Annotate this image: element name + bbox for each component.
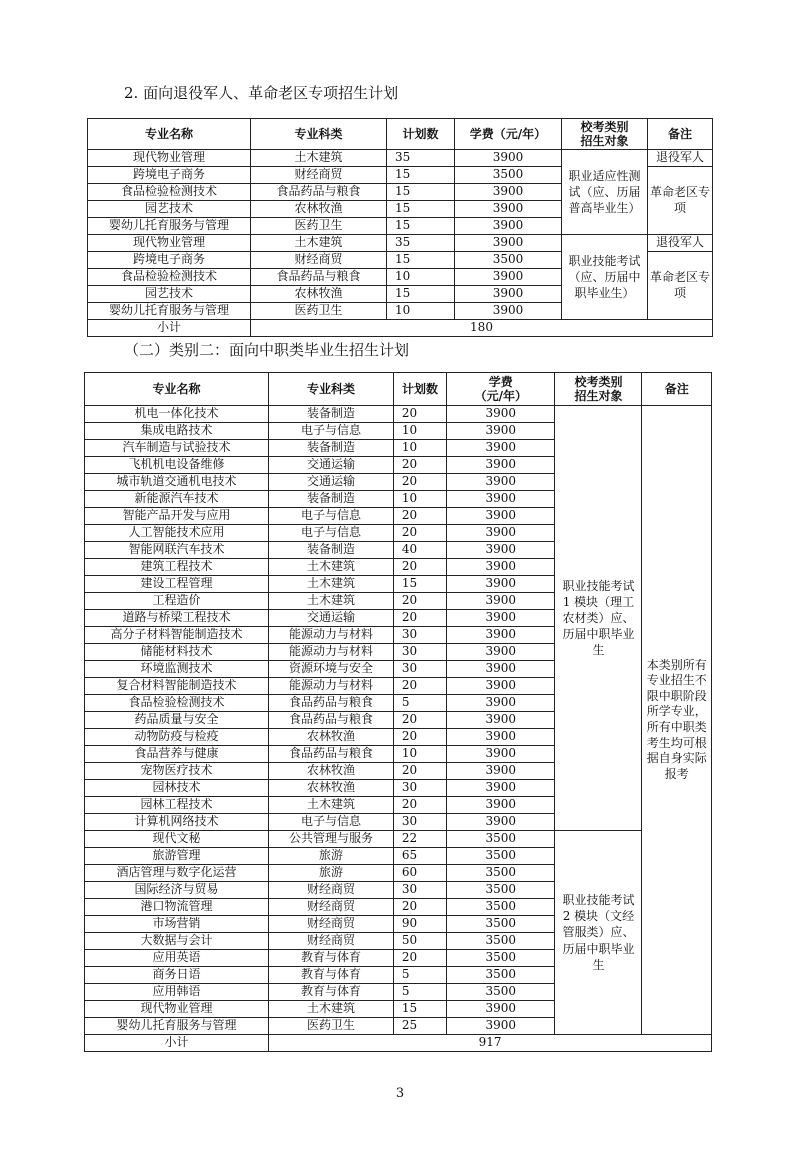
header-exam: 校考类别 招生对象 [555, 373, 642, 406]
tuition-cell: 3500 [447, 916, 555, 933]
table-row [85, 406, 712, 423]
major-category-cell: 食品药品与粮食 [269, 746, 394, 763]
major-name-cell: 智能产品开发与应用 [85, 508, 269, 525]
major-name-cell: 宠物医疗技术 [85, 763, 269, 780]
header-tuition: 学费 （元/年） [447, 373, 555, 406]
tuition-cell: 3900 [447, 542, 555, 559]
tuition-cell: 3500 [447, 933, 555, 950]
major-name-cell: 机电一体化技术 [85, 406, 269, 423]
tuition-cell: 3900 [447, 576, 555, 593]
plan-count-cell: 15 [387, 167, 455, 184]
tuition-cell: 3900 [447, 457, 555, 474]
tuition-cell: 3500 [447, 967, 555, 984]
veterans-plan-table [87, 118, 713, 337]
remark-cell: 退役军人 [648, 235, 713, 252]
tuition-cell: 3900 [447, 440, 555, 457]
major-category-cell: 交通运输 [269, 610, 394, 627]
header-category: 专业科类 [269, 373, 394, 406]
major-category-cell: 医药卫生 [251, 218, 387, 235]
major-name-cell: 计算机网络技术 [85, 814, 269, 831]
plan-count-cell: 60 [393, 865, 446, 882]
plan-count-cell: 15 [387, 218, 455, 235]
plan-count-cell: 35 [387, 150, 455, 167]
major-name-cell: 智能网联汽车技术 [85, 542, 269, 559]
major-name-cell: 建设工程管理 [85, 576, 269, 593]
major-category-cell: 电子与信息 [269, 814, 394, 831]
major-name-cell: 国际经济与贸易 [85, 882, 269, 899]
tuition-cell: 3500 [447, 865, 555, 882]
plan-count-cell: 20 [393, 950, 446, 967]
plan-count-cell: 15 [387, 252, 455, 269]
major-category-cell: 装备制造 [269, 440, 394, 457]
header-plan: 计划数 [387, 119, 455, 150]
major-category-cell: 装备制造 [269, 406, 394, 423]
tuition-cell: 3900 [447, 1018, 555, 1035]
major-name-cell: 汽车制造与试验技术 [85, 440, 269, 457]
remark-cell: 革命老区专项 [648, 252, 713, 320]
subtotal-row [85, 1035, 712, 1052]
plan-count-cell: 15 [387, 286, 455, 303]
plan-count-cell: 10 [393, 423, 446, 440]
tuition-cell: 3900 [455, 150, 562, 167]
plan-count-cell: 20 [393, 797, 446, 814]
major-category-cell: 财经商贸 [269, 899, 394, 916]
major-category-cell: 旅游 [269, 865, 394, 882]
major-category-cell: 资源环境与安全 [269, 661, 394, 678]
tuition-cell: 3900 [447, 525, 555, 542]
table-row [85, 831, 712, 848]
major-category-cell: 公共管理与服务 [269, 831, 394, 848]
major-name-cell: 园艺技术 [88, 286, 251, 303]
major-name-cell: 食品检验检测技术 [88, 184, 251, 201]
exam-type-cell: 职业技能考试（应、历届中职毕业生） [562, 235, 648, 320]
header-note: 备注 [642, 373, 712, 406]
table-row [88, 150, 713, 167]
plan-count-cell: 15 [387, 184, 455, 201]
major-category-cell: 土木建筑 [269, 797, 394, 814]
major-name-cell: 食品营养与健康 [85, 746, 269, 763]
major-name-cell: 婴幼儿托育服务与管理 [85, 1018, 269, 1035]
plan-count-cell: 20 [393, 508, 446, 525]
tuition-cell: 3900 [447, 712, 555, 729]
tuition-cell: 3900 [447, 508, 555, 525]
major-name-cell: 园林工程技术 [85, 797, 269, 814]
plan-count-cell: 10 [387, 303, 455, 320]
major-name-cell: 应用英语 [85, 950, 269, 967]
major-category-cell: 财经商贸 [251, 167, 387, 184]
major-name-cell: 旅游管理 [85, 848, 269, 865]
major-category-cell: 电子与信息 [269, 525, 394, 542]
tuition-cell: 3900 [447, 1001, 555, 1018]
major-category-cell: 电子与信息 [269, 423, 394, 440]
major-name-cell: 道路与桥梁工程技术 [85, 610, 269, 627]
exam-type-cell: 职业适应性测试（应、历届普高毕业生） [562, 150, 648, 235]
major-name-cell: 建筑工程技术 [85, 559, 269, 576]
major-name-cell: 婴幼儿托育服务与管理 [88, 218, 251, 235]
plan-count-cell: 30 [393, 627, 446, 644]
subtotal-value: 917 [269, 1035, 712, 1052]
tuition-cell: 3900 [447, 474, 555, 491]
section-heading-veterans: 2. 面向退役军人、革命老区专项招生计划 [124, 84, 399, 102]
header-plan: 计划数 [393, 373, 446, 406]
major-category-cell: 装备制造 [269, 542, 394, 559]
major-name-cell: 城市轨道交通机电技术 [85, 474, 269, 491]
tuition-cell: 3900 [455, 235, 562, 252]
major-category-cell: 财经商贸 [269, 933, 394, 950]
major-category-cell: 电子与信息 [269, 508, 394, 525]
major-category-cell: 食品药品与粮食 [269, 695, 394, 712]
tuition-cell: 3900 [447, 593, 555, 610]
major-category-cell: 农林牧渔 [269, 763, 394, 780]
major-name-cell: 酒店管理与数字化运营 [85, 865, 269, 882]
plan-count-cell: 20 [393, 712, 446, 729]
tuition-cell: 3900 [447, 627, 555, 644]
plan-count-cell: 40 [393, 542, 446, 559]
remark-cell: 退役军人 [648, 150, 713, 167]
plan-count-cell: 20 [393, 593, 446, 610]
major-category-cell: 教育与体育 [269, 967, 394, 984]
major-name-cell: 跨境电子商务 [88, 167, 251, 184]
major-name-cell: 动物防疫与检疫 [85, 729, 269, 746]
tuition-cell: 3500 [447, 984, 555, 1001]
major-name-cell: 跨境电子商务 [88, 252, 251, 269]
plan-count-cell: 15 [393, 1001, 446, 1018]
plan-count-cell: 20 [393, 729, 446, 746]
major-name-cell: 市场营销 [85, 916, 269, 933]
tuition-cell: 3900 [447, 610, 555, 627]
major-category-cell: 教育与体育 [269, 984, 394, 1001]
tuition-cell: 3900 [447, 780, 555, 797]
secondary-vocational-plan-table [84, 372, 712, 1052]
major-name-cell: 现代物业管理 [88, 235, 251, 252]
major-category-cell: 食品药品与粮食 [269, 712, 394, 729]
plan-count-cell: 20 [393, 899, 446, 916]
tuition-cell: 3900 [455, 303, 562, 320]
major-category-cell: 能源动力与材料 [269, 644, 394, 661]
major-name-cell: 商务日语 [85, 967, 269, 984]
major-category-cell: 土木建筑 [269, 559, 394, 576]
plan-count-cell: 20 [393, 559, 446, 576]
subtotal-row [88, 320, 713, 337]
tuition-cell: 3900 [447, 678, 555, 695]
exam-type-cell: 职业技能考试 1 模块（理工农材类）应、历届中职毕业生 [555, 406, 642, 831]
header-exam: 校考类别 招生对象 [562, 119, 648, 150]
major-category-cell: 财经商贸 [251, 252, 387, 269]
major-name-cell: 复合材料智能制造技术 [85, 678, 269, 695]
plan-count-cell: 20 [393, 474, 446, 491]
tuition-cell: 3900 [455, 269, 562, 286]
major-name-cell: 现代物业管理 [88, 150, 251, 167]
tuition-cell: 3500 [447, 950, 555, 967]
major-category-cell: 能源动力与材料 [269, 678, 394, 695]
major-name-cell: 食品检验检测技术 [88, 269, 251, 286]
remark-cell: 本类别所有专业招生不限中职阶段所学专业，所有中职类考生均可根据自身实际报考 [642, 406, 712, 1035]
table-row [88, 235, 713, 252]
major-name-cell: 园艺技术 [88, 201, 251, 218]
major-name-cell: 园林技术 [85, 780, 269, 797]
subtotal-value: 180 [251, 320, 713, 337]
header-major: 专业名称 [85, 373, 269, 406]
major-category-cell: 旅游 [269, 848, 394, 865]
major-category-cell: 交通运输 [269, 474, 394, 491]
subtotal-label: 小计 [85, 1035, 269, 1052]
major-name-cell: 现代文秘 [85, 831, 269, 848]
major-category-cell: 农林牧渔 [269, 780, 394, 797]
plan-count-cell: 35 [387, 235, 455, 252]
exam-type-cell: 职业技能考试 2 模块（文经管服类）应、历届中职毕业生 [555, 831, 642, 1035]
plan-count-cell: 15 [387, 201, 455, 218]
major-category-cell: 财经商贸 [269, 882, 394, 899]
plan-count-cell: 90 [393, 916, 446, 933]
tuition-cell: 3900 [447, 797, 555, 814]
plan-count-cell: 10 [393, 491, 446, 508]
tuition-cell: 3900 [447, 814, 555, 831]
plan-count-cell: 20 [393, 406, 446, 423]
major-category-cell: 医药卫生 [269, 1018, 394, 1035]
tuition-cell: 3900 [447, 729, 555, 746]
major-name-cell: 食品检验检测技术 [85, 695, 269, 712]
major-category-cell: 交通运输 [269, 457, 394, 474]
major-name-cell: 工程造价 [85, 593, 269, 610]
tuition-cell: 3500 [447, 882, 555, 899]
tuition-cell: 3900 [455, 218, 562, 235]
major-name-cell: 港口物流管理 [85, 899, 269, 916]
tuition-cell: 3900 [455, 184, 562, 201]
plan-count-cell: 20 [393, 610, 446, 627]
tuition-cell: 3900 [455, 201, 562, 218]
major-name-cell: 飞机机电设备维修 [85, 457, 269, 474]
major-category-cell: 土木建筑 [269, 593, 394, 610]
tuition-cell: 3900 [447, 644, 555, 661]
plan-count-cell: 30 [393, 882, 446, 899]
major-name-cell: 新能源汽车技术 [85, 491, 269, 508]
tuition-cell: 3900 [447, 406, 555, 423]
major-name-cell: 药品质量与安全 [85, 712, 269, 729]
major-name-cell: 婴幼儿托育服务与管理 [88, 303, 251, 320]
plan-count-cell: 5 [393, 695, 446, 712]
major-category-cell: 装备制造 [269, 491, 394, 508]
major-category-cell: 土木建筑 [269, 576, 394, 593]
table-header-row [85, 373, 712, 406]
tuition-cell: 3900 [455, 286, 562, 303]
major-name-cell: 现代物业管理 [85, 1001, 269, 1018]
plan-count-cell: 65 [393, 848, 446, 865]
major-category-cell: 农林牧渔 [251, 286, 387, 303]
plan-count-cell: 25 [393, 1018, 446, 1035]
major-category-cell: 土木建筑 [251, 235, 387, 252]
header-tuition: 学费（元/年） [455, 119, 562, 150]
table-header-row [88, 119, 713, 150]
header-major: 专业名称 [88, 119, 251, 150]
plan-count-cell: 22 [393, 831, 446, 848]
plan-count-cell: 20 [393, 457, 446, 474]
major-name-cell: 人工智能技术应用 [85, 525, 269, 542]
tuition-cell: 3500 [447, 831, 555, 848]
tuition-cell: 3900 [447, 746, 555, 763]
major-category-cell: 教育与体育 [269, 950, 394, 967]
section-heading-secondary-vocational: （二）类别二：面向中职类毕业生招生计划 [124, 341, 410, 359]
plan-count-cell: 20 [393, 763, 446, 780]
tuition-cell: 3500 [447, 848, 555, 865]
major-category-cell: 能源动力与材料 [269, 627, 394, 644]
plan-count-cell: 15 [393, 576, 446, 593]
major-category-cell: 土木建筑 [251, 150, 387, 167]
major-name-cell: 环境监测技术 [85, 661, 269, 678]
major-category-cell: 医药卫生 [251, 303, 387, 320]
plan-count-cell: 10 [393, 746, 446, 763]
plan-count-cell: 50 [393, 933, 446, 950]
tuition-cell: 3900 [447, 559, 555, 576]
plan-count-cell: 5 [393, 967, 446, 984]
remark-cell: 革命老区专项 [648, 167, 713, 235]
plan-count-cell: 10 [393, 440, 446, 457]
major-name-cell: 应用韩语 [85, 984, 269, 1001]
plan-count-cell: 30 [393, 661, 446, 678]
subtotal-label: 小计 [88, 320, 251, 337]
plan-count-cell: 30 [393, 780, 446, 797]
tuition-cell: 3900 [447, 491, 555, 508]
major-category-cell: 财经商贸 [269, 916, 394, 933]
major-name-cell: 储能材料技术 [85, 644, 269, 661]
tuition-cell: 3900 [447, 661, 555, 678]
tuition-cell: 3500 [447, 899, 555, 916]
major-category-cell: 农林牧渔 [251, 201, 387, 218]
tuition-cell: 3900 [447, 423, 555, 440]
plan-count-cell: 20 [393, 678, 446, 695]
tuition-cell: 3500 [455, 252, 562, 269]
plan-count-cell: 30 [393, 814, 446, 831]
major-category-cell: 土木建筑 [269, 1001, 394, 1018]
page-number: 3 [395, 1086, 405, 1101]
major-name-cell: 高分子材料智能制造技术 [85, 627, 269, 644]
tuition-cell: 3500 [455, 167, 562, 184]
plan-count-cell: 30 [393, 644, 446, 661]
major-name-cell: 大数据与会计 [85, 933, 269, 950]
major-category-cell: 食品药品与粮食 [251, 269, 387, 286]
major-name-cell: 集成电路技术 [85, 423, 269, 440]
tuition-cell: 3900 [447, 763, 555, 780]
plan-count-cell: 10 [387, 269, 455, 286]
tuition-cell: 3900 [447, 695, 555, 712]
major-category-cell: 农林牧渔 [269, 729, 394, 746]
major-category-cell: 食品药品与粮食 [251, 184, 387, 201]
plan-count-cell: 20 [393, 525, 446, 542]
header-note: 备注 [648, 119, 713, 150]
header-category: 专业科类 [251, 119, 387, 150]
plan-count-cell: 5 [393, 984, 446, 1001]
